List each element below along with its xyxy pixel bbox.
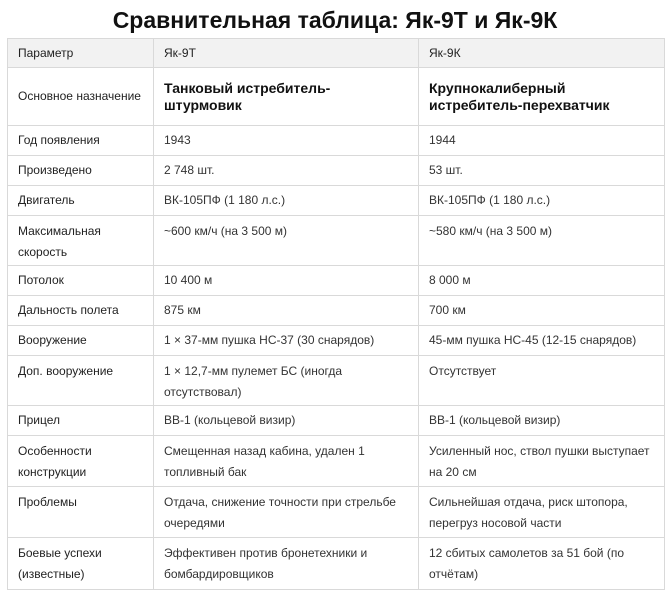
table-row (8, 436, 665, 487)
table-row (8, 356, 665, 406)
row-value-yak-9k: Усиленный нос, ствол пушки выступает на 20 см (419, 436, 665, 487)
row-value-yak-9k: 700 км (419, 296, 665, 326)
row-label: Доп. вооружение (8, 356, 154, 406)
table-row (8, 126, 665, 156)
page-title: Сравнительная таблица: Як-9Т и Як-9К (112, 7, 558, 33)
header-yak-9t: Як-9Т (154, 39, 419, 68)
row-value-yak-9k: 12 сбитых самолетов за 51 бой (по отчётам) (419, 538, 665, 590)
row-value-yak-9k: Отсутствует (419, 356, 665, 406)
row-value-yak-9t: 1 × 37-мм пушка НС-37 (30 снарядов) (154, 326, 419, 356)
table-row (8, 156, 665, 186)
table-row (8, 186, 665, 216)
row-label: Дальность полета (8, 296, 154, 326)
row-value-yak-9t: 875 км (154, 296, 419, 326)
row-value-yak-9k: ВВ-1 (кольцевой визир) (419, 406, 665, 436)
row-value-yak-9t: ~600 км/ч (на 3 500 м) (154, 216, 419, 266)
row-label: Прицел (8, 406, 154, 436)
row-label: Максимальная скорость (8, 216, 154, 266)
row-value-yak-9t: Смещенная назад кабина, удален 1 топливный бак (154, 436, 419, 487)
row-label: Боевые успехи (известные) (8, 538, 154, 590)
table-row (8, 487, 665, 538)
row-value-yak-9t: 1943 (154, 126, 419, 156)
row-value-yak-9k: Крупнокалиберный истребитель-перехватчик (419, 68, 665, 126)
row-value-yak-9t: Отдача, снижение точности при стрельбе очередями (154, 487, 419, 538)
row-value-yak-9k: 53 шт. (419, 156, 665, 186)
table-row (8, 266, 665, 296)
row-label: Произведено (8, 156, 154, 186)
table-row (8, 406, 665, 436)
table-row (8, 538, 665, 590)
row-value-yak-9t: Танковый истребитель-штурмовик (154, 68, 419, 126)
table-row (8, 326, 665, 356)
row-label: Особенности конструкции (8, 436, 154, 487)
row-value-yak-9t: ВВ-1 (кольцевой визир) (154, 406, 419, 436)
row-value-yak-9k: 1944 (419, 126, 665, 156)
header-parameter: Параметр (8, 39, 154, 68)
row-label: Двигатель (8, 186, 154, 216)
table-row (8, 296, 665, 326)
row-value-yak-9t: Эффективен против бронетехники и бомбардировщиков (154, 538, 419, 590)
header-yak-9k: Як-9К (419, 39, 665, 68)
row-value-yak-9k: 45-мм пушка НС-45 (12-15 снарядов) (419, 326, 665, 356)
row-value-yak-9k: ~580 км/ч (на 3 500 м) (419, 216, 665, 266)
row-value-yak-9k: 8 000 м (419, 266, 665, 296)
table-header-row (8, 39, 665, 68)
row-value-yak-9t: 1 × 12,7-мм пулемет БС (иногда отсутствовал) (154, 356, 419, 406)
table-row (8, 68, 665, 126)
row-value-yak-9t: ВК-105ПФ (1 180 л.с.) (154, 186, 419, 216)
row-label: Год появления (8, 126, 154, 156)
row-label: Вооружение (8, 326, 154, 356)
row-label: Потолок (8, 266, 154, 296)
row-label: Основное назначение (8, 68, 154, 126)
row-value-yak-9t: 10 400 м (154, 266, 419, 296)
table-row (8, 216, 665, 266)
row-value-yak-9k: Сильнейшая отдача, риск штопора, перегруз носовой части (419, 487, 665, 538)
row-value-yak-9k: ВК-105ПФ (1 180 л.с.) (419, 186, 665, 216)
row-label: Проблемы (8, 487, 154, 538)
row-value-yak-9t: 2 748 шт. (154, 156, 419, 186)
comparison-table (7, 38, 665, 590)
